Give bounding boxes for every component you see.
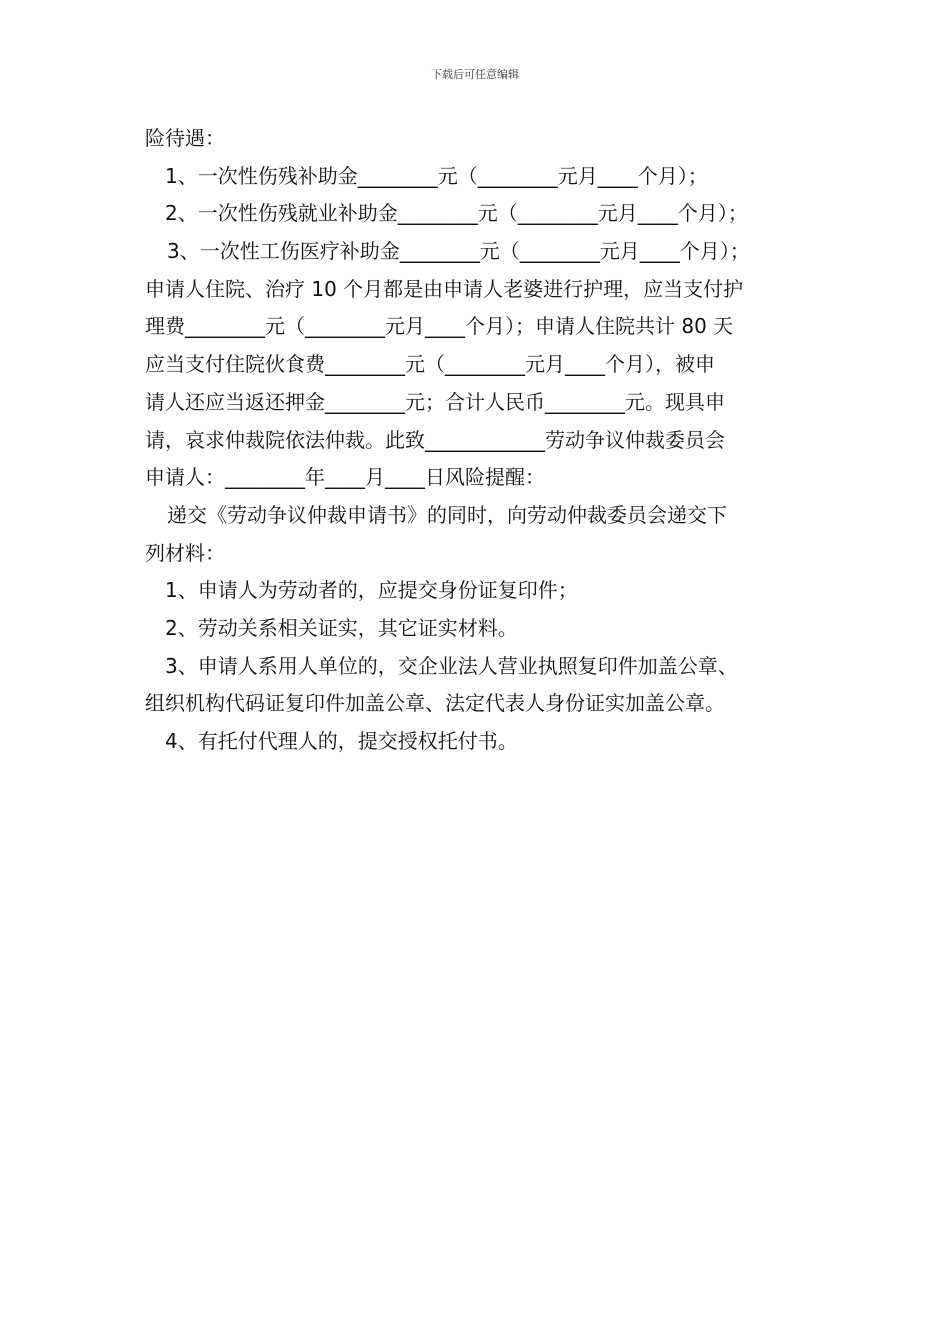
- text-line-16: 组织机构代码证复印件加盖公章、法定代表人身份证实加盖公章。: [145, 691, 725, 716]
- list-item-id-copy: 1、申请人为劳动者的，应提交身份证复印件；: [165, 578, 578, 603]
- text-line-11: 递交《劳动争议仲裁申请书》的同时，向劳动仲裁委员会递交下: [167, 502, 727, 527]
- list-item-authorization: 4、有托付代理人的，提交授权托付书。: [165, 729, 518, 753]
- list-item-labor-relation: 2、劳动关系相关证实，其它证实材料。: [165, 615, 518, 640]
- text-line-9: 请，哀求仲裁院依法仲裁。此致____________劳动争议仲裁委员会: [145, 427, 725, 452]
- list-item-employer-docs: 3、申请人系用人单位的，交企业法人营业执照复印件加盖公章、: [165, 653, 738, 678]
- text-line-6: 理费________元（________元月____个月）；申请人住院共计 80 天: [145, 314, 734, 339]
- list-item-disability-subsidy: 1、一次性伤残补助金________元（________元月____个月）；: [165, 163, 708, 188]
- list-item-medical-subsidy: 3、一次性工伤医疗补助金________元（________元月____个月）；: [167, 239, 750, 264]
- page-header-note: 下载后可任意编辑: [431, 68, 519, 81]
- list-item-employment-subsidy: 2、一次性伤残就业补助金________元（________元月____个月）；: [165, 201, 748, 226]
- text-line-8: 请人还应当返还押金________元；合计人民币________元。现具申: [145, 389, 725, 414]
- text-line-12: 列材料：: [145, 540, 225, 565]
- text-line-1: 险待遇：: [145, 126, 225, 150]
- document-body: [145, 120, 815, 761]
- text-line-10: 申请人：________年____月____日风险提醒：: [145, 465, 545, 490]
- text-line-7: 应当支付住院伙食费________元（________元月____个月），被申: [145, 352, 715, 377]
- text-line-5: 申请人住院、治疗 10 个月都是由申请人老婆进行护理，应当支付护: [145, 276, 744, 301]
